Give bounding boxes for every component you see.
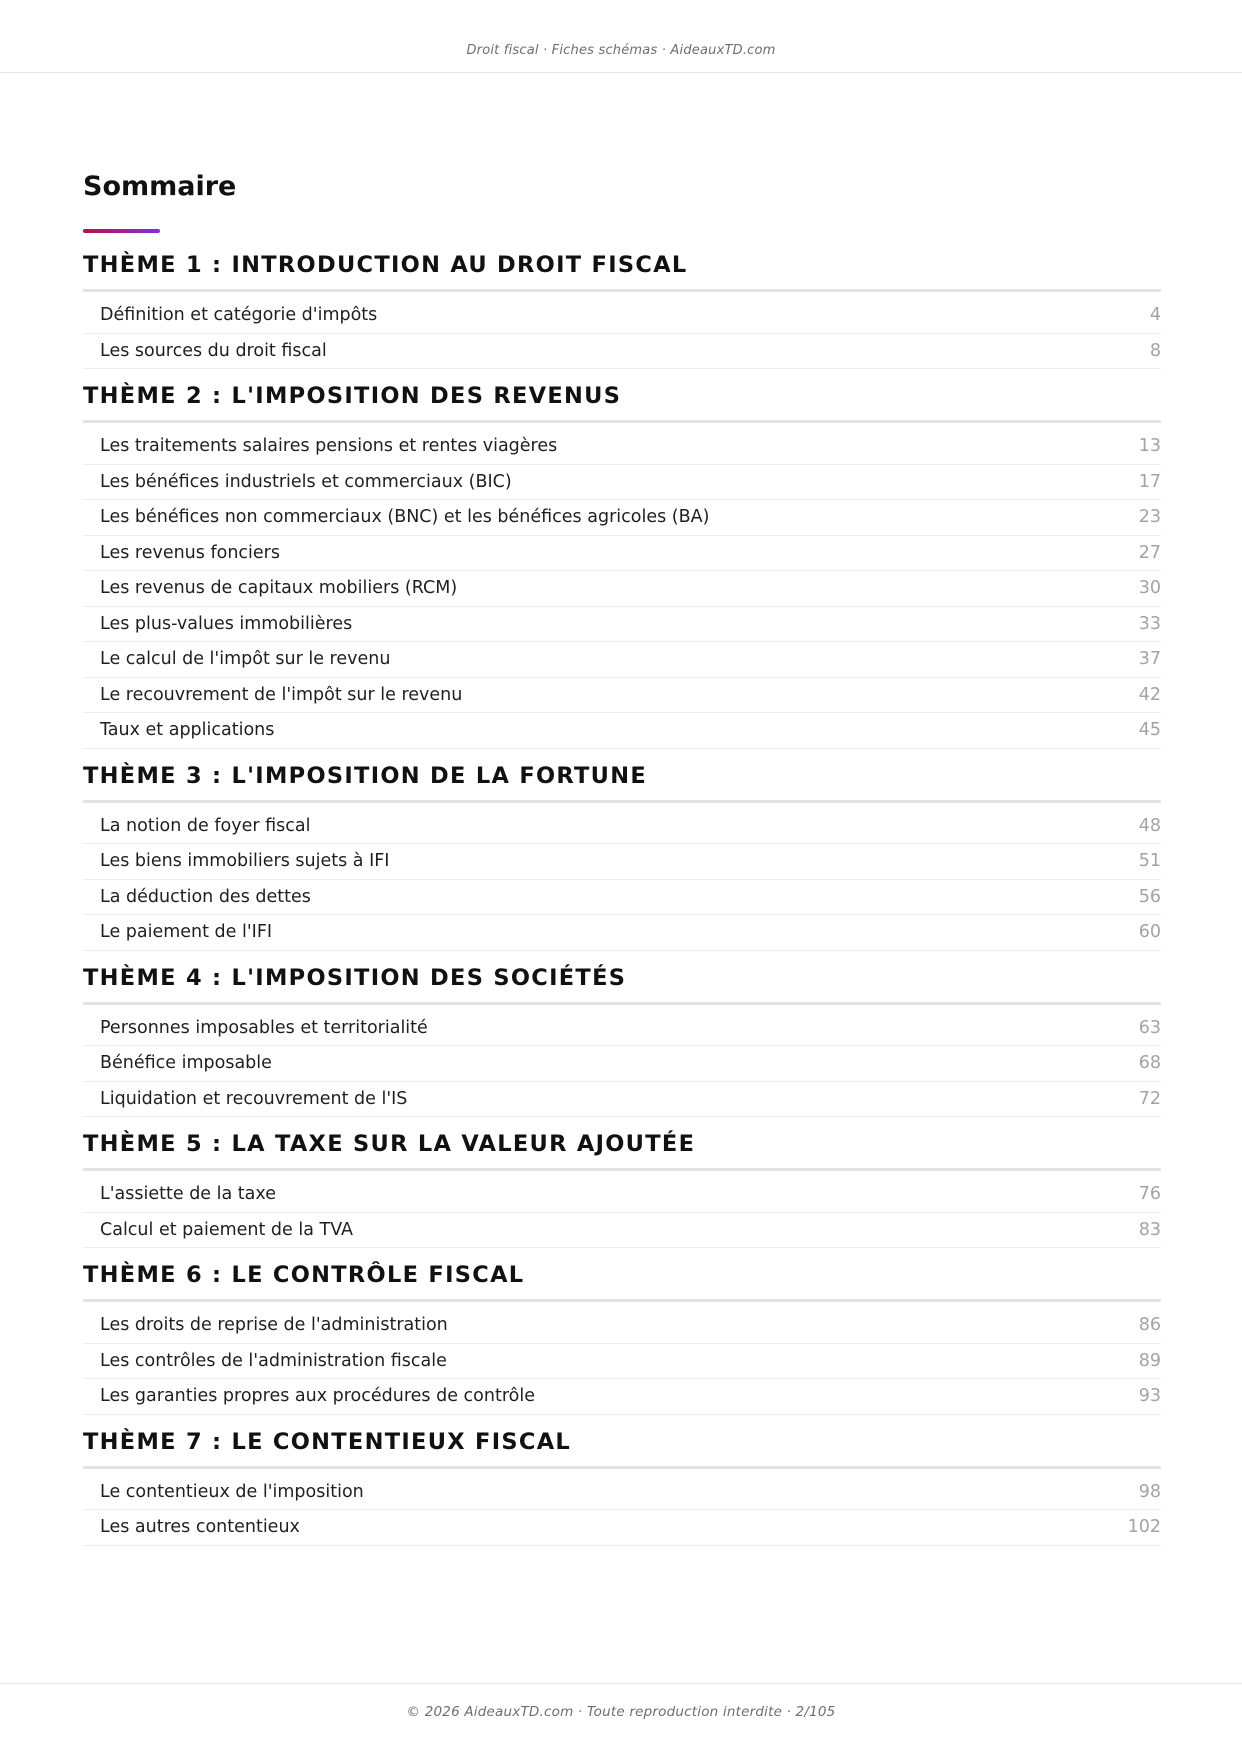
toc-entry-label: Les traitements salaires pensions et rentes viagères — [100, 436, 558, 457]
toc-entry-page-number: 89 — [1138, 1350, 1161, 1371]
toc-entry[interactable] — [83, 298, 1161, 334]
toc-entry[interactable] — [83, 880, 1161, 916]
toc-entry-label: Les plus-values immobilières — [100, 613, 353, 634]
toc-entry[interactable] — [83, 1213, 1161, 1249]
toc-entry[interactable] — [83, 334, 1161, 370]
section-divider — [83, 1299, 1161, 1302]
toc-entry-label: Les garanties propres aux procédures de contrôle — [100, 1386, 535, 1407]
toc-entry-page-number: 86 — [1138, 1315, 1161, 1336]
section-divider — [83, 289, 1161, 292]
section-heading: THÈME 3 : L'IMPOSITION DE LA FORTUNE — [83, 762, 648, 789]
toc-section — [83, 964, 1161, 1118]
toc-entry-page-number: 93 — [1138, 1386, 1161, 1407]
toc-entry-label: Définition et catégorie d'impôts — [100, 305, 378, 326]
toc-entry-label: Les sources du droit fiscal — [100, 340, 327, 361]
toc-entry[interactable] — [83, 678, 1161, 714]
toc-entry-page-number: 56 — [1138, 886, 1161, 907]
toc-entry-page-number: 4 — [1149, 305, 1161, 326]
toc-entry-label: La notion de foyer fiscal — [100, 815, 311, 836]
toc-sections — [83, 251, 1161, 1546]
toc-entry-page-number: 102 — [1127, 1517, 1161, 1538]
toc-entry-list — [83, 298, 1161, 369]
toc-entry-label: L'assiette de la taxe — [100, 1184, 276, 1205]
toc-entry-list — [83, 1011, 1161, 1118]
toc-entry-page-number: 72 — [1138, 1088, 1161, 1109]
toc-entry[interactable] — [83, 713, 1161, 749]
toc-entry-label: Les autres contentieux — [100, 1517, 300, 1538]
toc-entry-label: Le recouvrement de l'impôt sur le revenu — [100, 684, 463, 705]
toc-entry-page-number: 17 — [1138, 471, 1161, 492]
section-divider — [83, 1466, 1161, 1469]
toc-section — [83, 1261, 1161, 1415]
toc-entry-label: Le paiement de l'IFI — [100, 922, 273, 943]
toc-entry[interactable] — [83, 915, 1161, 951]
section-divider — [83, 1002, 1161, 1005]
toc-entry-page-number: 98 — [1138, 1481, 1161, 1502]
footer-text: © 2026 AideauxTD.com · Toute reproduction interdite · 2/105 — [406, 1704, 836, 1720]
toc-entry[interactable] — [83, 500, 1161, 536]
toc-entry-page-number: 23 — [1138, 507, 1161, 528]
section-heading: THÈME 4 : L'IMPOSITION DES SOCIÉTÉS — [83, 964, 627, 991]
toc-entry[interactable] — [83, 429, 1161, 465]
toc-entry[interactable] — [83, 1011, 1161, 1047]
page-header — [0, 0, 1242, 73]
toc-entry-page-number: 76 — [1138, 1184, 1161, 1205]
section-divider — [83, 420, 1161, 423]
toc-entry[interactable] — [83, 536, 1161, 572]
toc-entry-list — [83, 1475, 1161, 1546]
toc-entry-page-number: 37 — [1138, 649, 1161, 670]
toc-entry[interactable] — [83, 844, 1161, 880]
toc-entry-page-number: 45 — [1138, 720, 1161, 741]
toc-entry-page-number: 68 — [1138, 1053, 1161, 1074]
toc-entry-label: Personnes imposables et territorialité — [100, 1017, 428, 1038]
toc-entry-label: Les revenus de capitaux mobiliers (RCM) — [100, 578, 458, 599]
toc-entry-list — [83, 809, 1161, 951]
toc-entry-page-number: 48 — [1138, 815, 1161, 836]
section-heading: THÈME 1 : INTRODUCTION AU DROIT FISCAL — [83, 252, 688, 278]
toc-entry-page-number: 30 — [1138, 578, 1161, 599]
toc-entry-label: Les bénéfices industriels et commerciaux (BIC) — [100, 471, 512, 492]
toc-entry-page-number: 42 — [1138, 684, 1161, 705]
toc-entry-page-number: 51 — [1138, 851, 1161, 872]
toc-entry[interactable] — [83, 1379, 1161, 1415]
toc-entry-label: Taux et applications — [100, 720, 275, 741]
toc-entry-label: Les contrôles de l'administration fiscale — [100, 1350, 447, 1371]
toc-entry-page-number: 63 — [1138, 1017, 1161, 1038]
section-heading: THÈME 6 : LE CONTRÔLE FISCAL — [83, 1262, 525, 1288]
section-heading: THÈME 7 : LE CONTENTIEUX FISCAL — [83, 1428, 572, 1455]
toc-entry-page-number: 13 — [1138, 436, 1161, 457]
toc-entry[interactable] — [83, 465, 1161, 501]
toc-entry[interactable] — [83, 1046, 1161, 1082]
toc-entry-page-number: 33 — [1138, 613, 1161, 634]
toc-entry-label: La déduction des dettes — [100, 886, 311, 907]
toc-section — [83, 762, 1161, 951]
toc-section — [83, 1428, 1161, 1546]
toc-title: Sommaire — [83, 171, 237, 202]
page-footer — [0, 1683, 1242, 1754]
toc-entry-list — [83, 429, 1161, 749]
toc-section — [83, 251, 1161, 369]
section-divider — [83, 800, 1161, 803]
toc-entry[interactable] — [83, 809, 1161, 845]
toc-entry-label: Les bénéfices non commerciaux (BNC) et les bénéfices agricoles (BA) — [100, 507, 710, 528]
toc-entry-page-number: 8 — [1149, 340, 1161, 361]
toc-entry-label: Le calcul de l'impôt sur le revenu — [100, 649, 391, 670]
toc-entry-label: Les revenus fonciers — [100, 542, 280, 563]
toc-section — [83, 1130, 1161, 1248]
toc-entry[interactable] — [83, 571, 1161, 607]
section-divider — [83, 1168, 1161, 1171]
toc-entry-list — [83, 1177, 1161, 1248]
toc-entry[interactable] — [83, 607, 1161, 643]
table-of-contents — [83, 170, 1161, 1546]
toc-entry-page-number: 83 — [1138, 1219, 1161, 1240]
section-heading: THÈME 2 : L'IMPOSITION DES REVENUS — [83, 383, 622, 409]
toc-entry[interactable] — [83, 642, 1161, 678]
toc-entry-label: Le contentieux de l'imposition — [100, 1481, 364, 1502]
toc-entry[interactable] — [83, 1308, 1161, 1344]
toc-entry[interactable] — [83, 1082, 1161, 1118]
running-title: Droit fiscal · Fiches schémas · AideauxTD.com — [466, 43, 776, 58]
toc-entry-label: Les droits de reprise de l'administration — [100, 1315, 448, 1336]
toc-entry[interactable] — [83, 1177, 1161, 1213]
toc-entry[interactable] — [83, 1344, 1161, 1380]
title-accent-bar — [83, 229, 160, 233]
section-heading: THÈME 5 : LA TAXE SUR LA VALEUR AJOUTÉE — [83, 1131, 696, 1157]
toc-entry[interactable] — [83, 1510, 1161, 1546]
toc-entry-label: Les biens immobiliers sujets à IFI — [100, 851, 390, 872]
toc-entry-label: Liquidation et recouvrement de l'IS — [100, 1088, 408, 1109]
toc-entry-page-number: 60 — [1138, 922, 1161, 943]
toc-entry[interactable] — [83, 1475, 1161, 1511]
toc-entry-list — [83, 1308, 1161, 1415]
toc-entry-label: Calcul et paiement de la TVA — [100, 1219, 354, 1240]
toc-section — [83, 382, 1161, 749]
toc-entry-page-number: 27 — [1138, 542, 1161, 563]
toc-entry-label: Bénéfice imposable — [100, 1053, 272, 1074]
